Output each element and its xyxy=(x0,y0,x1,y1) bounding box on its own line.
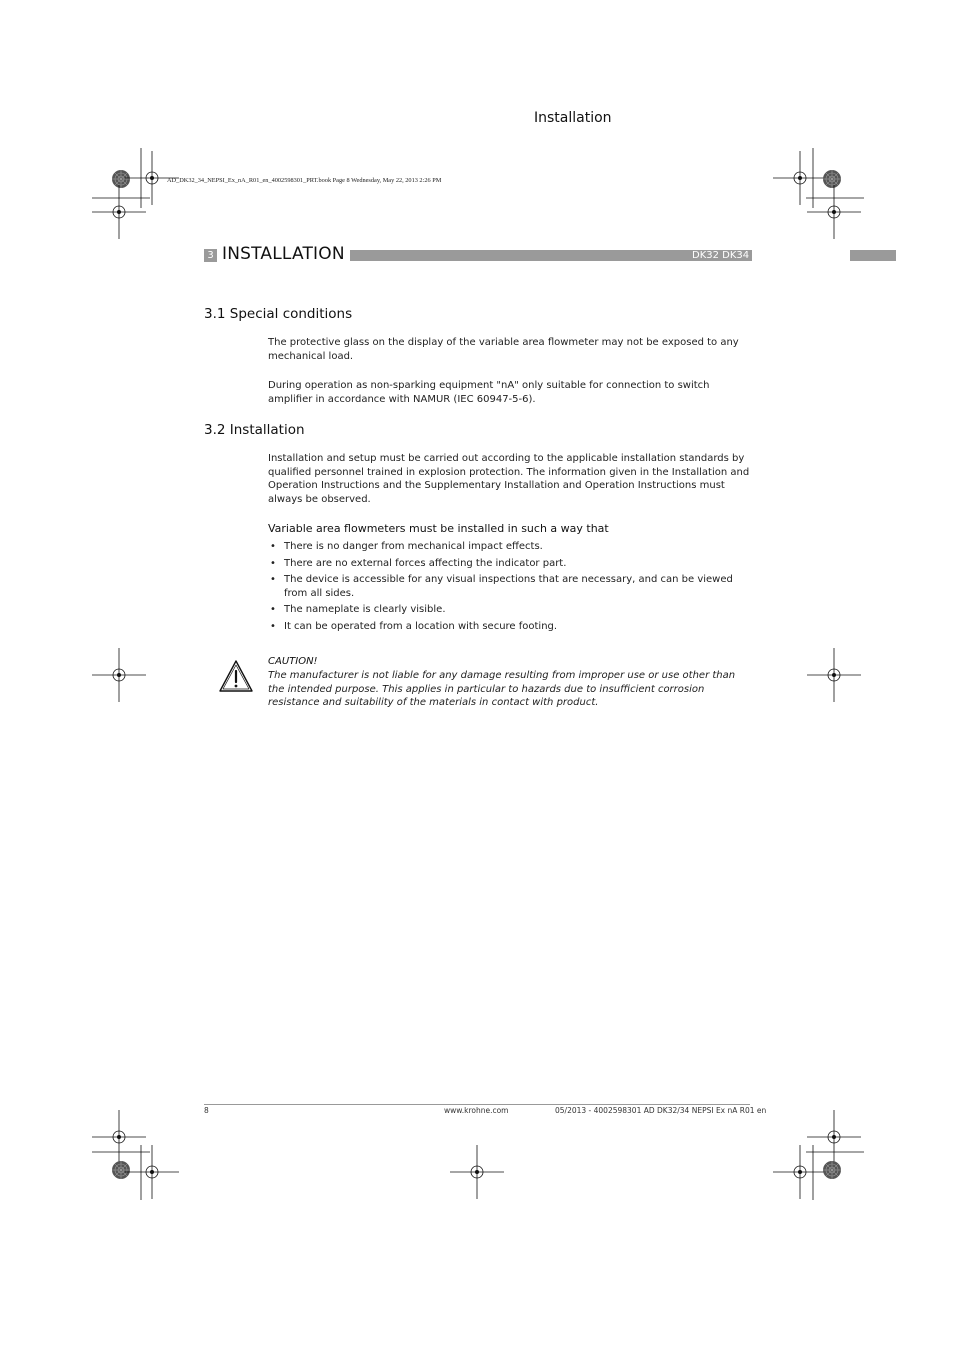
list-item xyxy=(268,573,754,600)
running-header: Installation xyxy=(534,110,612,126)
warning-triangle-icon xyxy=(218,659,254,693)
chapter-number: 3 xyxy=(204,249,217,262)
subheading-installation-requirements: Variable area flowmeters must be installed in such a way that xyxy=(268,522,609,535)
paragraph-non-sparking: During operation as non-sparking equipment "nA" only suitable for connection to switch amplifier in accordance with NAMUR (IEC 60947-5-6). xyxy=(268,380,710,405)
chapter-title: INSTALLATION xyxy=(222,244,345,264)
book-info-line: AD_DK32_34_NEPSI_Ex_nA_R01_en_4002598301_PRT.book Page 8 Wednesday, May 22, 2013 2:26 PM xyxy=(167,177,442,184)
bullet-icon: • xyxy=(270,541,276,552)
bullet-icon: • xyxy=(270,604,276,615)
paragraph-installation: Installation and setup must be carried out according to the applicable installation standards by qualified personnel trained in explosion protection. The information given in the Installation and Operation Instructions and the Supplementary Installation and Operation Instructions must always be observed. xyxy=(268,453,750,505)
requirements-list xyxy=(268,540,754,636)
footer-document-id: 05/2013 - 4002598301 AD DK32/34 NEPSI Ex nA R01 en xyxy=(555,1106,767,1115)
bullet-icon: • xyxy=(270,557,276,569)
bullet-icon: • xyxy=(270,620,276,632)
caution-title: CAUTION! xyxy=(268,656,318,667)
list-item xyxy=(268,540,754,554)
paragraph-protective-glass: The protective glass on the display of the variable area flowmeter may not be exposed to any mechanical load. xyxy=(268,337,739,362)
list-item-text: There is no danger from mechanical impact effects. xyxy=(284,541,543,552)
bullet-icon: • xyxy=(270,574,276,585)
page-number: 8 xyxy=(204,1106,209,1115)
list-item-text: The device is accessible for any visual inspections that are necessary, and can be viewed from all sides. xyxy=(284,574,733,599)
caution-text: The manufacturer is not liable for any damage resulting from improper use or use other than the intended purpose. This applies in particular to hazards due to insufficient corrosion resistance and suitability of the materials in contact with product. xyxy=(268,670,736,708)
list-item xyxy=(268,603,754,617)
footer-divider xyxy=(204,1104,750,1105)
section-heading-installation: 3.2 Installation xyxy=(204,422,305,438)
list-item xyxy=(268,557,754,571)
list-item-text: It can be operated from a location with secure footing. xyxy=(284,620,558,632)
footer-website: www.krohne.com xyxy=(444,1106,509,1115)
chapter-product: DK32 DK34 xyxy=(692,250,750,261)
thumb-index-bar xyxy=(850,250,896,261)
list-item xyxy=(268,620,754,634)
list-item-text: The nameplate is clearly visible. xyxy=(284,604,446,615)
section-heading-special-conditions: 3.1 Special conditions xyxy=(204,306,353,322)
list-item-text: There are no external forces affecting the indicator part. xyxy=(284,557,567,569)
